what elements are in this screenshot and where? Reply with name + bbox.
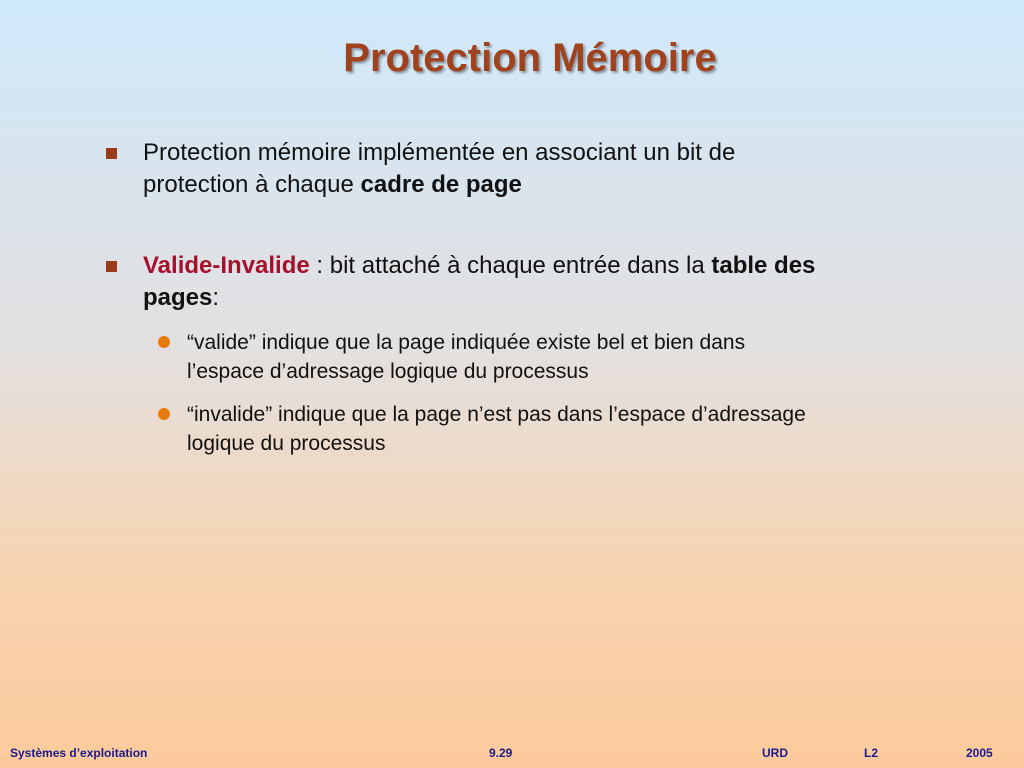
sub-bullet-text [187,400,806,458]
sub-bullet-text [187,328,745,386]
footer-course: Systèmes d’exploitation [10,746,148,760]
bullet-text [143,250,815,314]
footer-slide-number: 9.29 [489,746,513,760]
sub-bullet-line: “valide” indique que la page indiquée existe bel et bien dans [187,331,746,354]
circle-bullet-icon [158,408,170,420]
square-bullet-icon [106,261,117,272]
footer-org: URD [762,746,788,760]
bullet-item [106,250,966,314]
keyword-table-des-pages: table des [711,252,816,279]
sub-bullet-item [158,400,958,458]
bullet-line: protection à chaque [143,171,361,198]
bullet-item [106,137,966,201]
bullet-suffix: : [212,284,220,311]
circle-bullet-icon [158,336,170,348]
keyword-table-des-pages: pages [143,284,213,311]
bullet-line: : bit attaché à chaque entrée dans la [309,252,712,279]
footer-year: 2005 [966,746,993,760]
sub-bullet-line: “invalide” indique que la page n’est pas dans l’espace d’adressage [187,403,806,426]
keyword-cadre-de-page: cadre de page [360,171,522,198]
sub-bullet-line: logique du processus [187,432,386,455]
slide-title: Protection Mémoire [343,36,717,80]
sub-bullet-item [158,328,958,386]
bullet-text [143,137,735,201]
bullet-line: Protection mémoire implémentée en associant un bit de [143,139,736,166]
square-bullet-icon [106,148,117,159]
sub-bullet-line: l’espace d’adressage logique du processus [187,360,589,383]
term-valide-invalide: Valide-Invalide [143,252,310,279]
footer-level: L2 [864,746,879,760]
